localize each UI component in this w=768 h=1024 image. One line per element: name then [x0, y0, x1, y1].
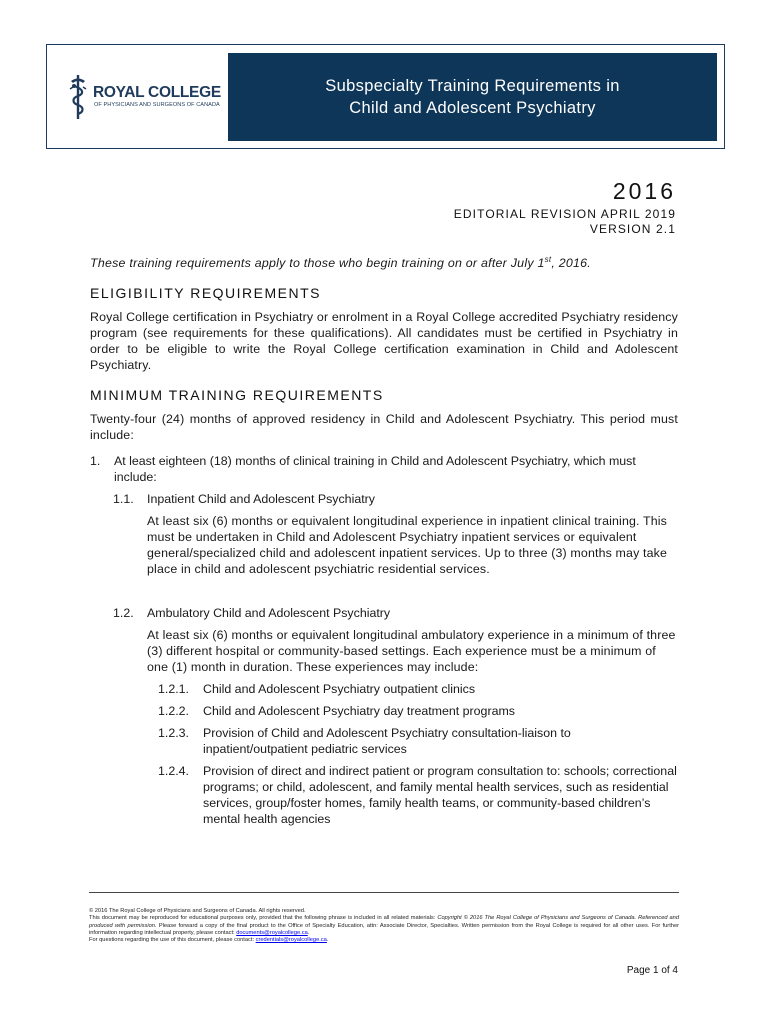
list-text: Provision of direct and indirect patient or program consultation to: schools; correctional programs; or child, adolescent, and family mental health services, such as residential services, group/foster homes, family health teams, or community-based children’s mental health agencies [203, 764, 677, 826]
list-title: Inpatient Child and Adolescent Psychiatry [147, 492, 375, 506]
list-number: 1.2.2. [158, 704, 190, 718]
title-line-2: Child and Adolescent Psychiatry [349, 99, 596, 117]
minimum-training-heading: MINIMUM TRAINING REQUIREMENTS [90, 387, 384, 403]
copyright-line: © 2016 The Royal College of Physicians and Surgeons of Canada. All rights reserved. [89, 908, 306, 914]
questions-text-end: . [326, 937, 329, 944]
logo-wordmark: ROYAL COLLEGE [93, 84, 221, 101]
questions-notice [89, 937, 679, 944]
list-text: Provision of Child and Adolescent Psychiatry consultation-liaison to inpatient/outpatient pediatric services [203, 726, 571, 756]
usage-required-phrase: Copyright © 2016 The Royal College of Physicians and Surgeons of Canada. Referenced and produced with permission. [89, 915, 679, 929]
list-item [113, 605, 678, 621]
document-version: VERSION 2.1 [589, 222, 676, 236]
list-item [158, 703, 678, 719]
list-item [158, 725, 678, 757]
list-item [113, 491, 678, 507]
document-year: 2016 [612, 178, 676, 204]
usage-notice [89, 915, 679, 937]
document-body [90, 255, 678, 833]
list-text: Child and Adolescent Psychiatry day treatment programs [203, 704, 515, 718]
list-number: 1.2. [113, 606, 134, 620]
usage-text-end: . [307, 929, 310, 936]
inpatient-description: At least six (6) months or equivalent longitudinal experience in inpatient clinical training. This must be undertaken in Child and Adolescent Psychiatry inpatient services or equivalent general/specialized child and adolescent inpatient services. Up to three (3) months may take place in child and adolescent psychiatric residential services. [147, 514, 668, 576]
eligibility-heading: ELIGIBILITY REQUIREMENTS [90, 285, 322, 301]
credentials-email-link[interactable]: credentials@royalcollege.ca [255, 937, 327, 944]
list-text: At least eighteen (18) months of clinical training in Child and Adolescent Psychiatry, which must include: [114, 454, 636, 484]
intro-superscript: st [544, 254, 552, 264]
editorial-revision: EDITORIAL REVISION APRIL 2019 [453, 207, 676, 221]
caduceus-emblem-icon [67, 73, 89, 121]
footer-notice [89, 908, 679, 944]
footer-divider [89, 892, 679, 893]
page-number: Page 1 of 4 [626, 965, 678, 976]
list-number: 1.2.3. [158, 726, 190, 740]
list-item [158, 763, 678, 827]
list-item [90, 453, 678, 485]
documents-email-link[interactable]: documents@royalcollege.ca [236, 929, 308, 936]
list-title: Ambulatory Child and Adolescent Psychiatry [147, 606, 391, 620]
royal-college-logo [67, 73, 232, 123]
intro-text-end: , 2016. [551, 256, 592, 270]
list-number: 1. [90, 454, 101, 468]
list-text: Child and Adolescent Psychiatry outpatient clinics [203, 682, 476, 696]
list-number: 1.2.4. [158, 764, 190, 778]
intro-statement [90, 255, 678, 271]
document-title [228, 53, 717, 141]
intro-text: These training requirements apply to those who begin training on or after July 1 [90, 256, 545, 270]
title-line-1: Subspecialty Training Requirements in [325, 77, 620, 95]
questions-text: For questions regarding the use of this document, please contact: [89, 937, 256, 944]
list-item [158, 681, 678, 697]
logo-subtitle: OF PHYSICIANS AND SURGEONS OF CANADA [94, 102, 220, 108]
list-number: 1.2.1. [158, 682, 190, 696]
list-number: 1.1. [113, 492, 134, 506]
ambulatory-description: At least six (6) months or equivalent longitudinal ambulatory experience in a minimum of three (3) different hospital or community-based settings. Each experience must be a minimum of one (1) month in duration. These experiences may include: [147, 628, 676, 674]
usage-text-continued: Please forward a copy of the final product to the Office of Specialty Education, attn: Associate Director, Specialties. Written permission from the Royal College is required for all other uses. For further information regarding intellectual property, please contact: [89, 922, 680, 936]
usage-text: This document may be reproduced for educational purposes only, provided that the following phrase is included in all related materials: [89, 915, 438, 922]
document-header [46, 44, 725, 149]
minimum-training-intro: Twenty-four (24) months of approved residency in Child and Adolescent Psychiatry. This period must include: [90, 412, 678, 442]
eligibility-text: Royal College certification in Psychiatry or enrolment in a Royal College accredited Psychiatry residency program (see requirements for these qualifications). All candidates must be certified in Psychiatry in order to be eligible to write the Royal College certification examination in Child and Adolescent Psychiatry. [90, 310, 678, 372]
